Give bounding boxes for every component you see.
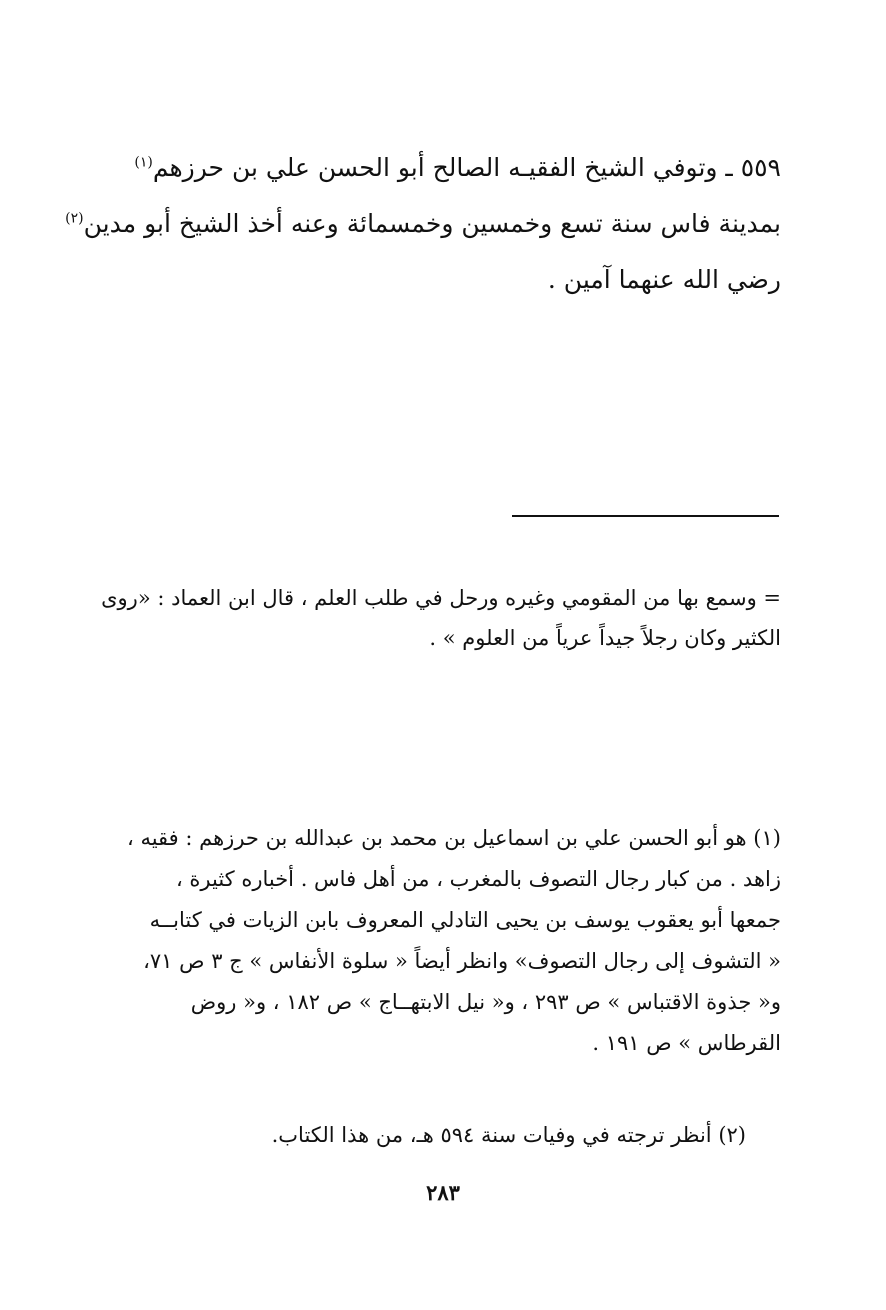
footnote-1-line-3: جمعها أبو يعقوب يوسف بن يحيى التادلي المعروف بابن الزيات في كتابــه bbox=[149, 908, 781, 932]
entry-line-3: رضي الله عنهما آمين . bbox=[547, 265, 781, 294]
entry-line-1-text: ٥٥٩ ـ وتوفي الشيخ الفقيـه الصالح أبو الحسن علي بن حرزهم bbox=[152, 153, 781, 182]
footnote-mark-1: (١) bbox=[134, 154, 153, 171]
footnote-1-line-5: و« جذوة الاقتباس » ص ٢٩٣ ، و« نيل الابتهــاج » ص ١٨٢ ، و« روض bbox=[190, 990, 781, 1014]
footnote-continuation bbox=[101, 578, 781, 658]
footnote-1-line-2: زاهد . من كبار رجال التصوف بالمغرب ، من أهل فاس . أخباره كثيرة ، bbox=[175, 867, 781, 891]
footnote-separator bbox=[512, 515, 779, 517]
footnote-mark-2: (٢) bbox=[65, 210, 84, 227]
footnote-1 bbox=[105, 818, 781, 1064]
footnote-2: (٢) أنظر ترجته في وفيات سنة ٥٩٤ هـ، من هذا الكتاب. bbox=[271, 1123, 746, 1147]
footnote-1-line-1: (١) هو أبو الحسن علي بن اسماعيل بن محمد بن عبدالله بن حرزهم : فقيه ، bbox=[127, 826, 781, 850]
main-entry bbox=[65, 140, 781, 308]
continuation-line-1: = وسمع بها من المقومي وغيره ورحل في طلب العلم ، قال ابن العماد : «روى bbox=[101, 586, 781, 610]
entry-line-1 bbox=[101, 140, 781, 196]
page-number: ٢٨٣ bbox=[426, 1180, 460, 1205]
entry-line-2 bbox=[65, 196, 781, 252]
continuation-line-2: الكثير وكان رجلاً جيداً عرياً من العلوم » . bbox=[429, 626, 781, 650]
footnote-1-line-6: القرطاس » ص ١٩١ . bbox=[592, 1031, 781, 1055]
entry-line-2-text: بمدينة فاس سنة تسع وخمسين وخمسمائة وعنه أخذ الشيخ أبو مدين bbox=[83, 209, 781, 238]
footnote-1-line-4: « التشوف إلى رجال التصوف» وانظر أيضاً « سلوة الأنفاس » ج ٣ ص ٧١، bbox=[143, 949, 781, 973]
